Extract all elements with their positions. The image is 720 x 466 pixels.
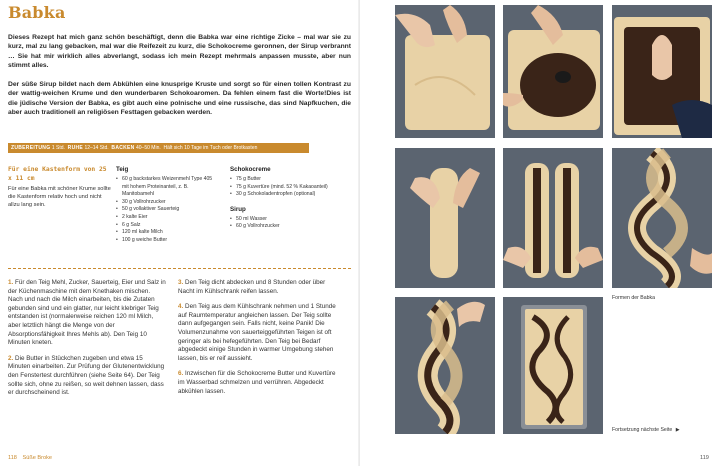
step-text: Inzwischen für die Schokocreme Butter und Kuvertüre im Wasserbad schmelzen und verrühren. Abgedeckt abkühlen lassen. — [178, 370, 336, 395]
step-number: 3. — [178, 279, 184, 286]
photo-chocolate-layer — [612, 5, 712, 138]
continued-text: Fortsetzung nächste Seite — [612, 427, 673, 433]
ingredient-item: • 75 g Butter — [230, 176, 340, 184]
photo-twisting-babka — [612, 148, 712, 288]
storage-note: Hält sich 10 Tage im Tuch oder Brotkasten — [163, 145, 258, 151]
step-text: Den Teig aus dem Kühlschrank nehmen und 1 Stunde auf Raumtemperatur angleichen lassen. Der Teig sollte dann aufgegangen sein. Falls nicht, keine Panik! Die Volumenzunahme von sauerteiggeführten Teigen ist oft geringer als bei hefegeführten. Den Teig bei Bedarf abgedeckt einige Stunden in warmer Umgebung stehen lassen, bis er reif aussieht. — [178, 303, 336, 362]
ingredient-item: • 60 g backstarkes Weizenmehl Type 405 mit hohem Proteinanteil, z. B. Manitobamehl — [116, 176, 220, 199]
caption-continued — [612, 427, 680, 433]
section-name: Süße Broke — [22, 455, 53, 461]
step-text: Die Butter in Stückchen zugeben und etwa 15 Minuten einarbeiten. Zur Prüfung der Glutenentwicklung den Fenstertest durchführen (siehe Seite 64). Der Teig sollte sich, ohne zu reißen, so weit dehnen lassen, dass er durchscheinend ist. — [8, 354, 165, 397]
step-4 — [178, 303, 343, 363]
ingredient-item: • 60 g Vollrohrzucker — [230, 223, 340, 231]
step-number: 4. — [178, 303, 184, 311]
folio-left — [8, 455, 52, 461]
step-number: 1. — [8, 279, 14, 286]
ingredient-item: • 50 ml Wasser — [230, 216, 340, 224]
ingredient-item: • 100 g weiche Butter — [116, 237, 220, 245]
page-number-left: 118 — [8, 455, 17, 461]
timing-bar — [8, 143, 309, 153]
photo-cut-roll — [395, 148, 495, 288]
step-number: 6. — [178, 370, 184, 378]
photo-babka-in-pan — [503, 297, 603, 434]
pan-size-note: Für eine Babka mit schöner Krume sollte die Kastenform relativ hoch und nicht allzu lang sein. — [8, 186, 111, 209]
step-text: Den Teig dicht abdecken und 8 Stunden oder über Nacht im Kühlschrank reifen lassen. — [178, 279, 326, 295]
bake-value: 40–50 Min. — [136, 145, 161, 151]
ingredient-item: • 30 g Vollrohrzucker — [116, 199, 220, 207]
ingredients-chocolate — [230, 166, 340, 231]
step-3 — [178, 279, 343, 296]
prep-value: 1 Std. — [51, 145, 65, 151]
step-6 — [178, 370, 343, 396]
step-number: 2. — [8, 354, 14, 362]
intro-paragraph-1: Dieses Rezept hat mich ganz schön beschäftigt, denn die Babka war eine richtige Zicke – mal war sie zu kurz, mal zu lang gebacken, mal war die Reifezeit zu kurz, die Schokocreme geronnen, der Sirup verbrannt … Sie hat mir wirklich alles abverlangt, sodass ich mein Rezept mehrmals anpassen musste, aber nun stimmt alles. — [8, 34, 351, 70]
chocolate-heading: Schokocreme — [230, 166, 271, 173]
syrup-heading: Sirup — [230, 205, 246, 213]
section-divider — [8, 268, 351, 269]
recipe-title: Babka — [8, 3, 66, 22]
steps-column-left — [8, 279, 166, 405]
photo-braided-babka — [395, 297, 495, 434]
ingredient-item: • 120 ml kalte Milch — [116, 229, 220, 237]
prep-label: ZUBEREITUNG — [11, 145, 51, 151]
page-number-right: 119 — [700, 455, 709, 461]
syrup-list — [230, 216, 340, 231]
photo-spreading-chocolate — [503, 5, 603, 138]
rest-label: RUHE — [67, 145, 84, 151]
bake-label: BACKEN — [111, 145, 135, 151]
step-1 — [8, 279, 166, 348]
pan-size-heading: Für eine Kastenform von 25 x 11 cm — [8, 166, 107, 182]
caption-forming: Formen der Babka — [612, 295, 655, 301]
ingredient-item: • 50 g vollaktiver Sauerteig — [116, 206, 220, 214]
photo-halved-roll — [503, 148, 603, 288]
chocolate-list — [230, 176, 340, 199]
ingredient-item: • 6 g Salz — [116, 222, 220, 230]
ingredient-item: • 75 g Kuvertüre (mind. 52 % Kakaoanteil) — [230, 184, 340, 192]
ingredients-dough — [116, 166, 220, 244]
ingredients-syrup — [230, 206, 340, 231]
rest-value: 12–14 Std. — [84, 145, 109, 151]
dough-list — [116, 176, 220, 244]
step-2 — [8, 355, 166, 398]
photo-rolled-dough — [395, 5, 495, 138]
ingredient-item: • 30 g Schokoladentropfen (optional) — [230, 191, 340, 199]
steps-column-right — [178, 279, 343, 403]
intro-paragraph-2: Der süße Sirup bildet nach dem Abkühlen eine knusprige Kruste und sorgt so für einen tollen Kontrast zu der wattig-weichen Krume und den wunderbaren Schokoaromen. Da fehlen einem fast die Worte!Dies ist die jüdische Version der Babka, es gibt auch eine polnische und eine russische, das sind Napfkuchen, die aber auch traditionell an religiösen Festtagen gebacken werden. — [8, 81, 351, 117]
dough-heading: Teig — [116, 166, 129, 173]
arrow-right-icon: ▶ — [675, 427, 680, 433]
step-text: Für den Teig Mehl, Zucker, Sauerteig, Eier und Salz in der Küchenmaschine mit dem Knethaken mischen. Nach und nach die Milch einarbeiten, bis die Zutaten gebunden sind und ein glatter, nur leicht klebriger Teig entstanden ist (normalerweise reichen 120 ml Milch, aber letztlich hängt die Menge von der Absorptionsfähigkeit Ihres Mehls ab). Den Teig 10 Minuten kneten. — [8, 279, 166, 347]
ingredient-item: • 2 kalte Eier — [116, 214, 220, 222]
